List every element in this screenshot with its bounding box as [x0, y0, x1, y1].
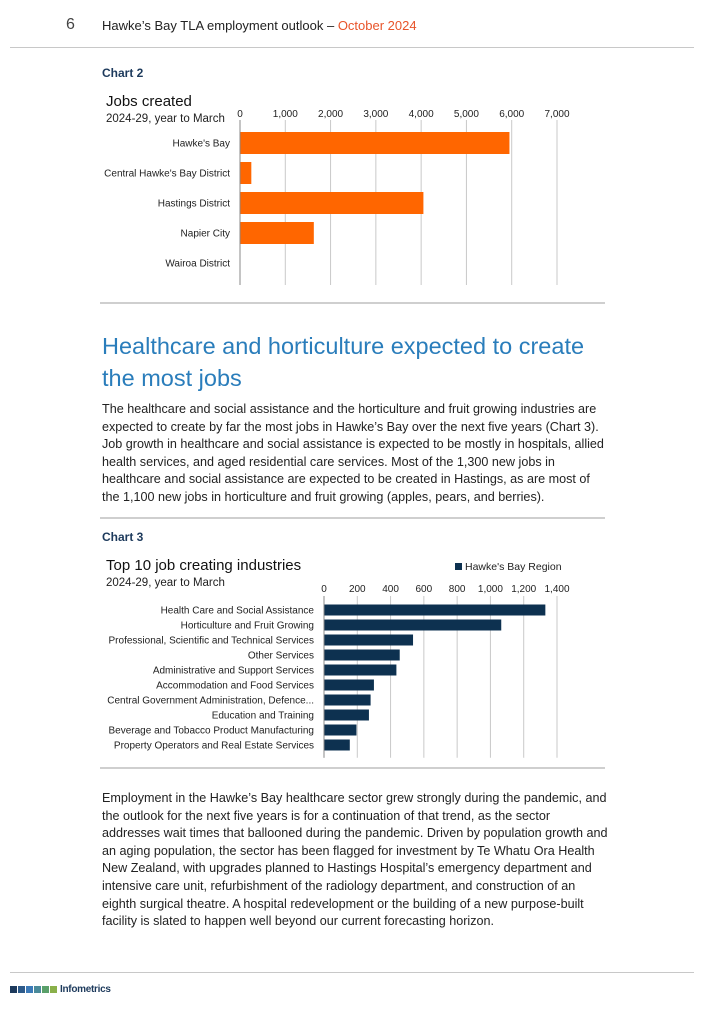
body-paragraph-2: Employment in the Hawke’s Bay healthcare sector grew strongly during the pandemic, and the outlook for the next five years is for a continuation of that trend, as the sector addresses wait times that ballooned during the pandemic. Driven by population growth and an aging population, the sector has been flagged for investment by Te Whatu Ora Health New Zealand, with upgrades planned to Hastings Hospital’s emergency department and intensive care unit, refurbishment of the radiology department, and construction of an eighth surgical theatre. A hospital redevelopment or the building of a new purpose-built facility is slated to happen well beyond our current forecasting horizon.: [102, 791, 608, 929]
category-label: Professional, Scientific and Technical Services: [108, 635, 314, 647]
bar: [324, 635, 413, 646]
bar: [240, 132, 509, 154]
logo-text: Infometrics: [60, 983, 111, 995]
category-label: Education and Training: [211, 710, 314, 722]
category-label: Wairoa District: [165, 258, 230, 270]
category-label: Central Hawke's Bay District: [104, 168, 230, 180]
logo-squares: [10, 986, 58, 993]
chart2-jobs-created: [0, 100, 704, 285]
category-label: Horticulture and Fruit Growing: [180, 620, 314, 632]
bar: [324, 650, 400, 661]
category-label: Health Care and Social Assistance: [160, 605, 314, 617]
bar: [240, 222, 314, 244]
category-label: Hastings District: [157, 198, 230, 210]
bar: [324, 725, 356, 736]
page-header: [0, 0, 704, 49]
x-tick-label: 400: [382, 584, 399, 595]
x-tick-label: 1,000: [477, 584, 503, 595]
x-tick-label: 6,000: [499, 109, 525, 120]
body-paragraph-1: The healthcare and social assistance and the horticulture and fruit growing industries are expected to create by far the most jobs in Hawke’s Bay over the next five years (Chart 3). Job growth in healthcare and social assistance is expected to be mostly in hospitals, allied health services, and aged residential care services. Most of the 1,300 new jobs in healthcare and social assistance are expected to be created in Hastings, as are most of the 1,100 new jobs in horticulture and fruit growing (apples, pears, and berries).: [102, 402, 604, 504]
bar: [324, 680, 374, 691]
legend-swatch: [455, 563, 462, 570]
category-label: Napier City: [180, 228, 230, 240]
logo-square: [50, 986, 57, 993]
x-tick-label: 800: [448, 584, 466, 595]
chart3-title: Top 10 job creating industries: [106, 557, 302, 574]
chart3-label: Chart 3: [102, 530, 144, 544]
x-tick-label: 1,400: [544, 584, 570, 595]
page-number: 6: [66, 16, 75, 33]
x-tick-label: 600: [415, 584, 433, 595]
chart3-subtitle: 2024-29, year to March: [106, 577, 225, 589]
logo-square: [34, 986, 41, 993]
x-tick-label: 3,000: [363, 109, 389, 120]
x-tick-label: 200: [348, 584, 366, 595]
category-label: Other Services: [247, 650, 314, 662]
bar: [324, 695, 371, 706]
bar: [324, 710, 369, 721]
chart2-label: Chart 2: [102, 66, 144, 80]
category-label: Administrative and Support Services: [152, 665, 314, 677]
chart2-bottom-rule: [100, 302, 605, 304]
infometrics-logo: [10, 983, 111, 995]
logo-square: [10, 986, 17, 993]
bar: [324, 665, 396, 676]
bar: [240, 192, 423, 214]
chart2-subtitle: 2024-29, year to March: [106, 113, 225, 125]
footer-divider: [10, 972, 694, 973]
x-tick-label: 4,000: [408, 109, 434, 120]
logo-square: [26, 986, 33, 993]
chart3-top-industries: [0, 555, 704, 760]
document-title: [102, 18, 417, 33]
x-tick-label: 1,000: [272, 109, 298, 120]
category-label: Beverage and Tobacco Product Manufacturing: [108, 725, 314, 737]
category-label: Accommodation and Food Services: [156, 680, 314, 692]
chart3-top-rule: [100, 517, 605, 519]
logo-square: [18, 986, 25, 993]
bar: [240, 162, 251, 184]
section-heading: Healthcare and horticulture expected to create the most jobs: [102, 333, 585, 391]
chart2-title: Jobs created: [106, 93, 192, 110]
x-tick-label: 0: [237, 109, 243, 120]
x-tick-label: 2,000: [318, 109, 344, 120]
x-tick-label: 0: [321, 584, 327, 595]
category-label: Property Operators and Real Estate Services: [113, 740, 314, 752]
document-date: October 2024: [337, 18, 417, 33]
chart3-bottom-rule: [100, 767, 605, 769]
header-divider: [10, 47, 694, 48]
bar: [324, 605, 545, 616]
document-title-text: Hawke’s Bay TLA employment outlook –: [102, 18, 338, 33]
bar: [324, 740, 350, 751]
category-label: Hawke's Bay: [172, 138, 230, 150]
x-tick-label: 5,000: [453, 109, 479, 120]
bar: [324, 620, 501, 631]
legend-label: Hawke's Bay Region: [465, 561, 562, 573]
x-tick-label: 7,000: [544, 109, 570, 120]
logo-square: [42, 986, 49, 993]
x-tick-label: 1,200: [511, 584, 537, 595]
category-label: Central Government Administration, Defence...: [107, 695, 314, 707]
